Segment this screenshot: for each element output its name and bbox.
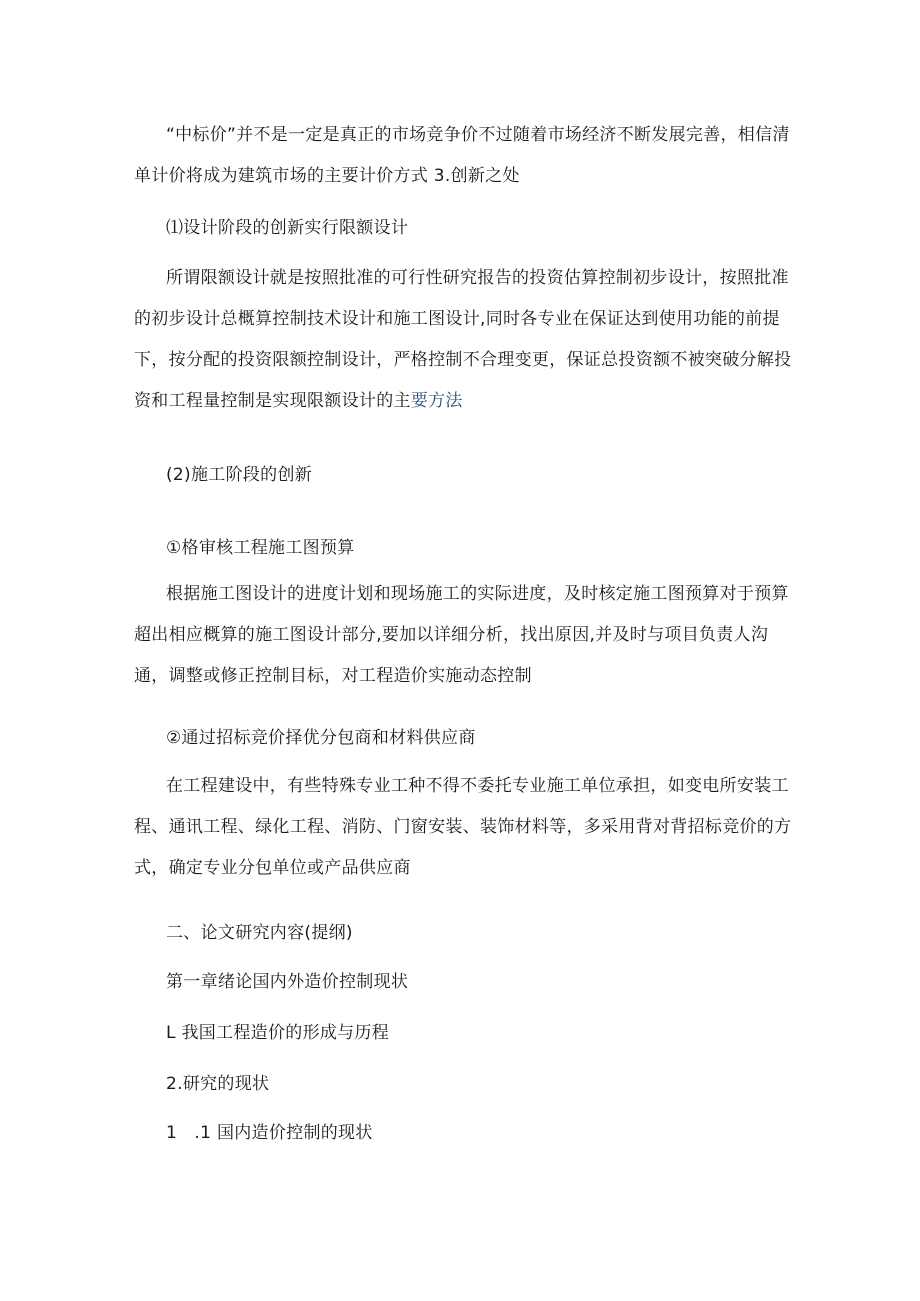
heading-domestic-status: 1 .1 国内造价控制的现状	[166, 1123, 373, 1143]
heading-research-status: 2.研究的现状	[166, 1074, 270, 1094]
paragraph-bid-price: “中标价”并不是一定是真正的市场竞争价不过随着市场经济不断发展完善，相信清单计价将成为建筑市场的主要计价方式 3.创新之处	[134, 125, 790, 186]
heading-formation-history: L 我国工程造价的形成与历程	[166, 1023, 390, 1043]
paragraph-limit-design-text: 所谓限额设计就是按照批准的可行性研究报告的投资估算控制初步设计，按照批准的初步设计总概算控制技术设计和施工图设计,同时各专业在保证达到使用功能的前提下，按分配的投资限额控制设计，严格控制不合理变更，保证总投资额不被突破分解投资和工程量控制是实现限额设计的主	[134, 268, 792, 411]
heading-design-innovation: ⑴设计阶段的创新实行限额设计	[166, 218, 409, 238]
heading-chapter-one: 第一章绪论国内外造价控制现状	[166, 972, 409, 992]
heading-research-outline: 二、论文研究内容(提纲)	[166, 923, 353, 943]
paragraph-bidding: 在工程建设中，有些特殊专业工种不得不委托专业施工单位承担，如变电所安装工程、通讯工程、绿化工程、消防、门窗安装、装饰材料等，多采用背对背招标竞价的方式，确定专业分包单位或产品供应商	[134, 776, 792, 878]
heading-bidding: ②通过招标竞价择优分包商和材料供应商	[166, 728, 476, 748]
paragraph-limit-design	[134, 258, 794, 422]
paragraph-limit-design-tail: 要方法	[410, 391, 463, 411]
heading-construction-innovation: (2)施工阶段的创新	[166, 465, 313, 485]
heading-review-budget: ①格审核工程施工图预算	[166, 538, 355, 558]
paragraph-review-budget: 根据施工图设计的进度计划和现场施工的实际进度，及时核定施工图预算对于预算超出相应概算的施工图设计部分,要加以详细分析，找出原因,并及时与项目负责人沟通，调整或修正控制目标，对工程造价实施动态控制	[134, 584, 789, 686]
